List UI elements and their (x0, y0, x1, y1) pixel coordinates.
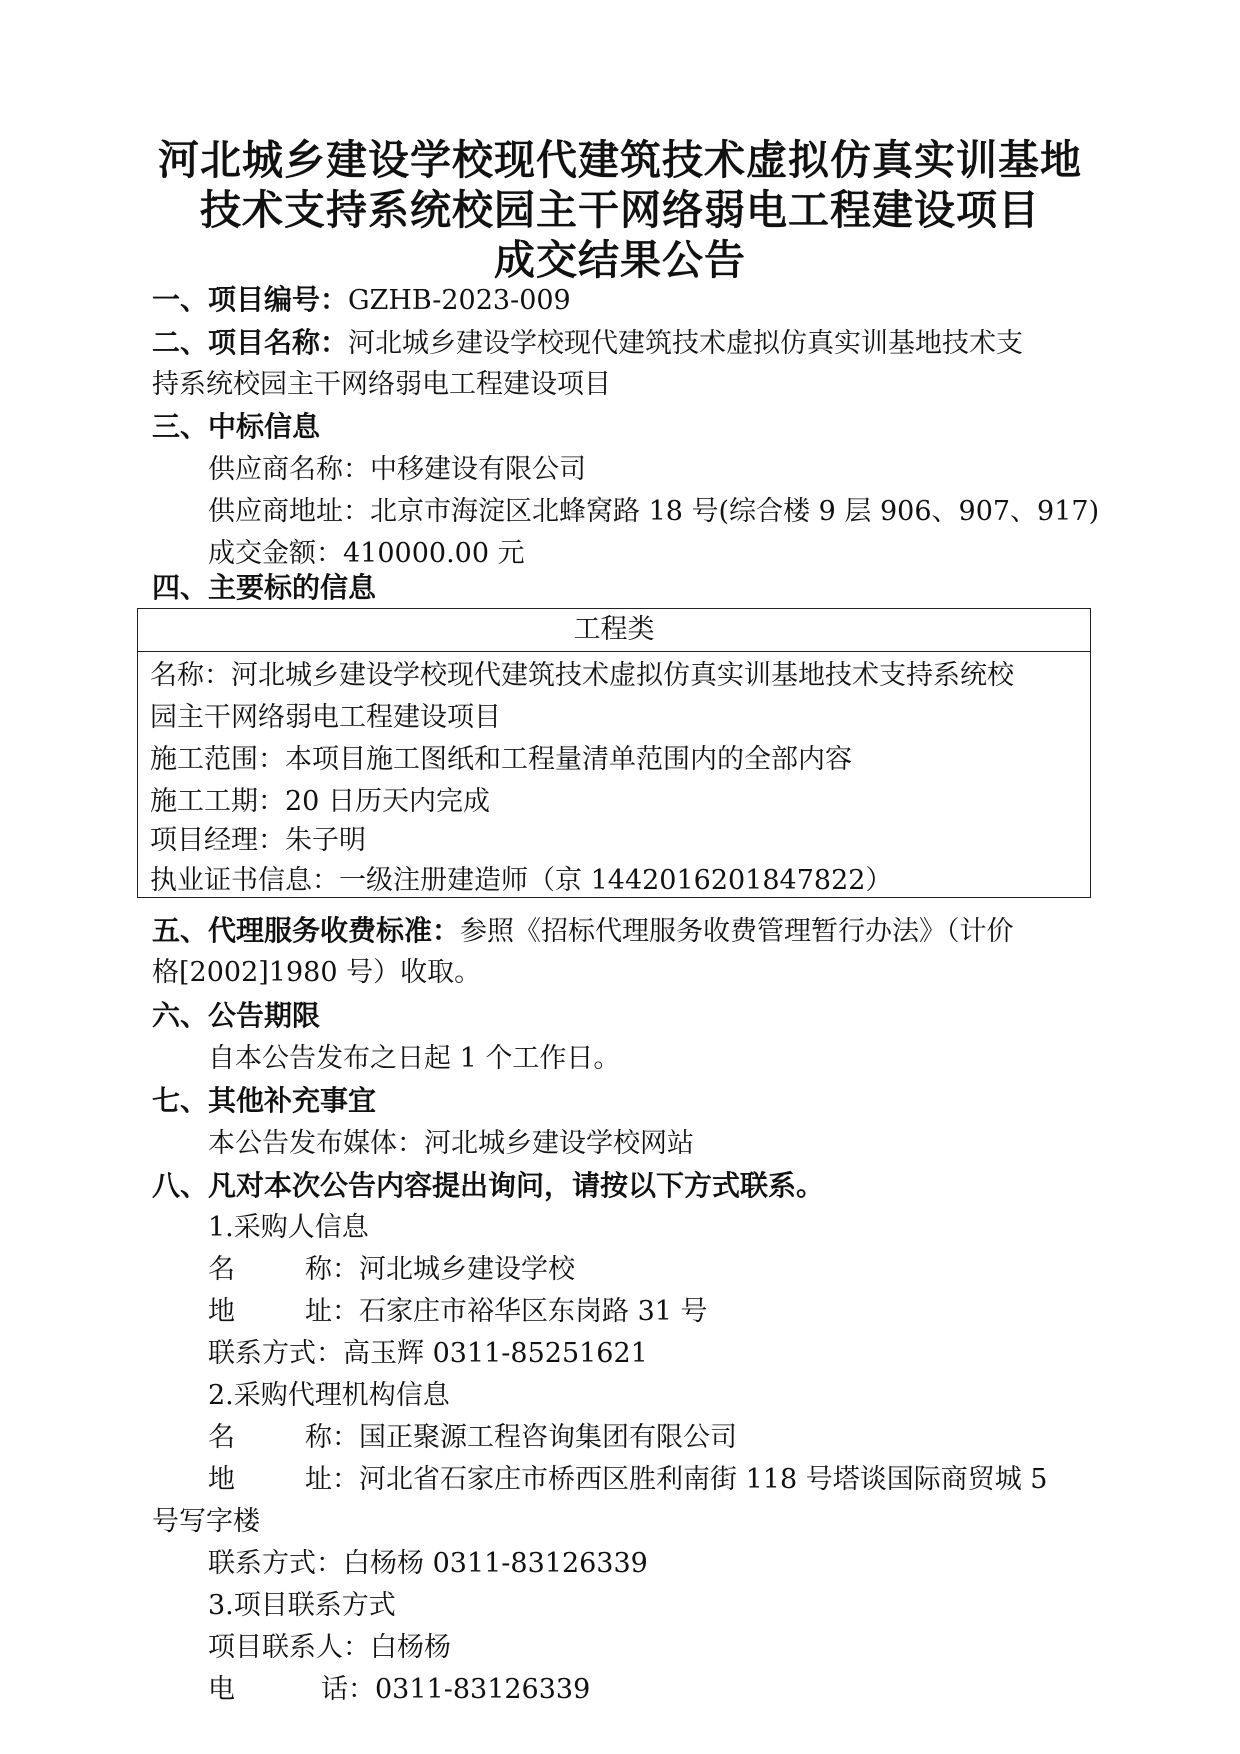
service-fee-row (152, 913, 1014, 950)
agency-address-line-1: 河北省石家庄市桥西区胜利南街 118 号塔谈国际商贸城 5 (359, 1464, 1048, 1495)
project-number: GZHB-2023-009 (348, 285, 571, 316)
subject-name-line-2: 园主干网络弱电工程建设项目 (150, 702, 501, 733)
subject-name-line-1: 名称：河北城乡建设学校现代建筑技术虚拟仿真实训基地技术支持系统校 (150, 660, 1014, 691)
construction-scope: 施工范围：本项目施工图纸和工程量清单范围内的全部内容 (150, 744, 852, 775)
deal-amount: 成交金额：410000.00 元 (208, 538, 525, 569)
agency-address-line-2: 号写字楼 (152, 1506, 260, 1537)
table-header: 工程类 (138, 609, 1090, 652)
buyer-name: 河北城乡建设学校 (359, 1254, 575, 1285)
agency-name-label-a: 名 (208, 1422, 235, 1453)
agency-name-row (208, 1420, 737, 1456)
agency-name: 国正聚源工程咨询集团有限公司 (359, 1422, 737, 1453)
agency-address-row (208, 1462, 1047, 1498)
project-phone: 0311-83126339 (375, 1674, 591, 1705)
section-heading-6: 六、公告期限 (152, 999, 321, 1032)
buyer-address-label-b: 址： (305, 1296, 359, 1327)
construction-period: 施工工期：20 日历天内完成 (150, 786, 490, 817)
project-name-row (152, 325, 1023, 362)
project-phone-label-a: 电 (208, 1674, 235, 1705)
buyer-address-row (208, 1294, 708, 1330)
page-title-line-1: 河北城乡建设学校现代建筑技术虚拟仿真实训基地 (158, 136, 1082, 184)
page-title-line-3: 成交结果公告 (494, 236, 746, 284)
project-number-row (152, 282, 571, 319)
agency-address-label-b: 址： (305, 1464, 359, 1495)
project-name-line-1: 河北城乡建设学校现代建筑技术虚拟仿真实训基地技术支 (348, 328, 1024, 359)
section-heading-8: 八、凡对本次公告内容提出询问，请按以下方式联系。 (152, 1169, 825, 1202)
certificate-info: 执业证书信息：一级注册建造师（京 1442016201847822） (150, 865, 893, 896)
publish-media: 本公告发布媒体：河北城乡建设学校网站 (208, 1128, 694, 1159)
section-heading-1: 一、项目编号： (152, 283, 349, 316)
service-fee-line-1: 参照《招标代理服务收费管理暂行办法》（计价 (460, 916, 1014, 947)
section-heading-5: 五、代理服务收费标准： (152, 914, 461, 947)
agency-info-title: 2.采购代理机构信息 (208, 1380, 450, 1411)
buyer-name-label-a: 名 (208, 1254, 235, 1285)
buyer-name-row (208, 1252, 575, 1288)
project-contact-title: 3.项目联系方式 (208, 1590, 396, 1621)
agency-contact: 联系方式：白杨杨 0311-83126339 (208, 1548, 648, 1579)
announcement-period: 自本公告发布之日起 1 个工作日。 (208, 1043, 621, 1074)
buyer-address-label-a: 地 (208, 1296, 235, 1327)
buyer-address: 石家庄市裕华区东岗路 31 号 (359, 1296, 708, 1327)
section-heading-7: 七、其他补充事宜 (152, 1084, 377, 1117)
project-manager: 项目经理：朱子明 (150, 825, 366, 856)
section-heading-4: 四、主要标的信息 (152, 571, 377, 604)
project-phone-row (208, 1672, 590, 1708)
project-name-line-2: 持系统校园主干网络弱电工程建设项目 (152, 369, 611, 400)
buyer-contact: 联系方式：高玉辉 0311-85251621 (208, 1338, 648, 1369)
agency-address-label-a: 地 (208, 1464, 235, 1495)
supplier-name: 供应商名称：中移建设有限公司 (208, 454, 586, 485)
subject-info-table (137, 608, 1091, 898)
buyer-name-label-b: 称： (305, 1254, 359, 1285)
service-fee-line-2: 格[2002]1980 号）收取。 (152, 957, 482, 988)
section-heading-3: 三、中标信息 (152, 410, 321, 443)
project-phone-label-b: 话： (321, 1674, 375, 1705)
buyer-info-title: 1.采购人信息 (208, 1212, 369, 1243)
project-contact-person: 项目联系人：白杨杨 (208, 1632, 451, 1663)
page-title-line-2: 技术支持系统校园主干网络弱电工程建设项目 (200, 186, 1040, 234)
section-heading-2: 二、项目名称： (152, 326, 349, 359)
agency-name-label-b: 称： (305, 1422, 359, 1453)
supplier-address: 供应商地址：北京市海淀区北蜂窝路 18 号(综合楼 9 层 906、907、917) (208, 496, 1100, 527)
